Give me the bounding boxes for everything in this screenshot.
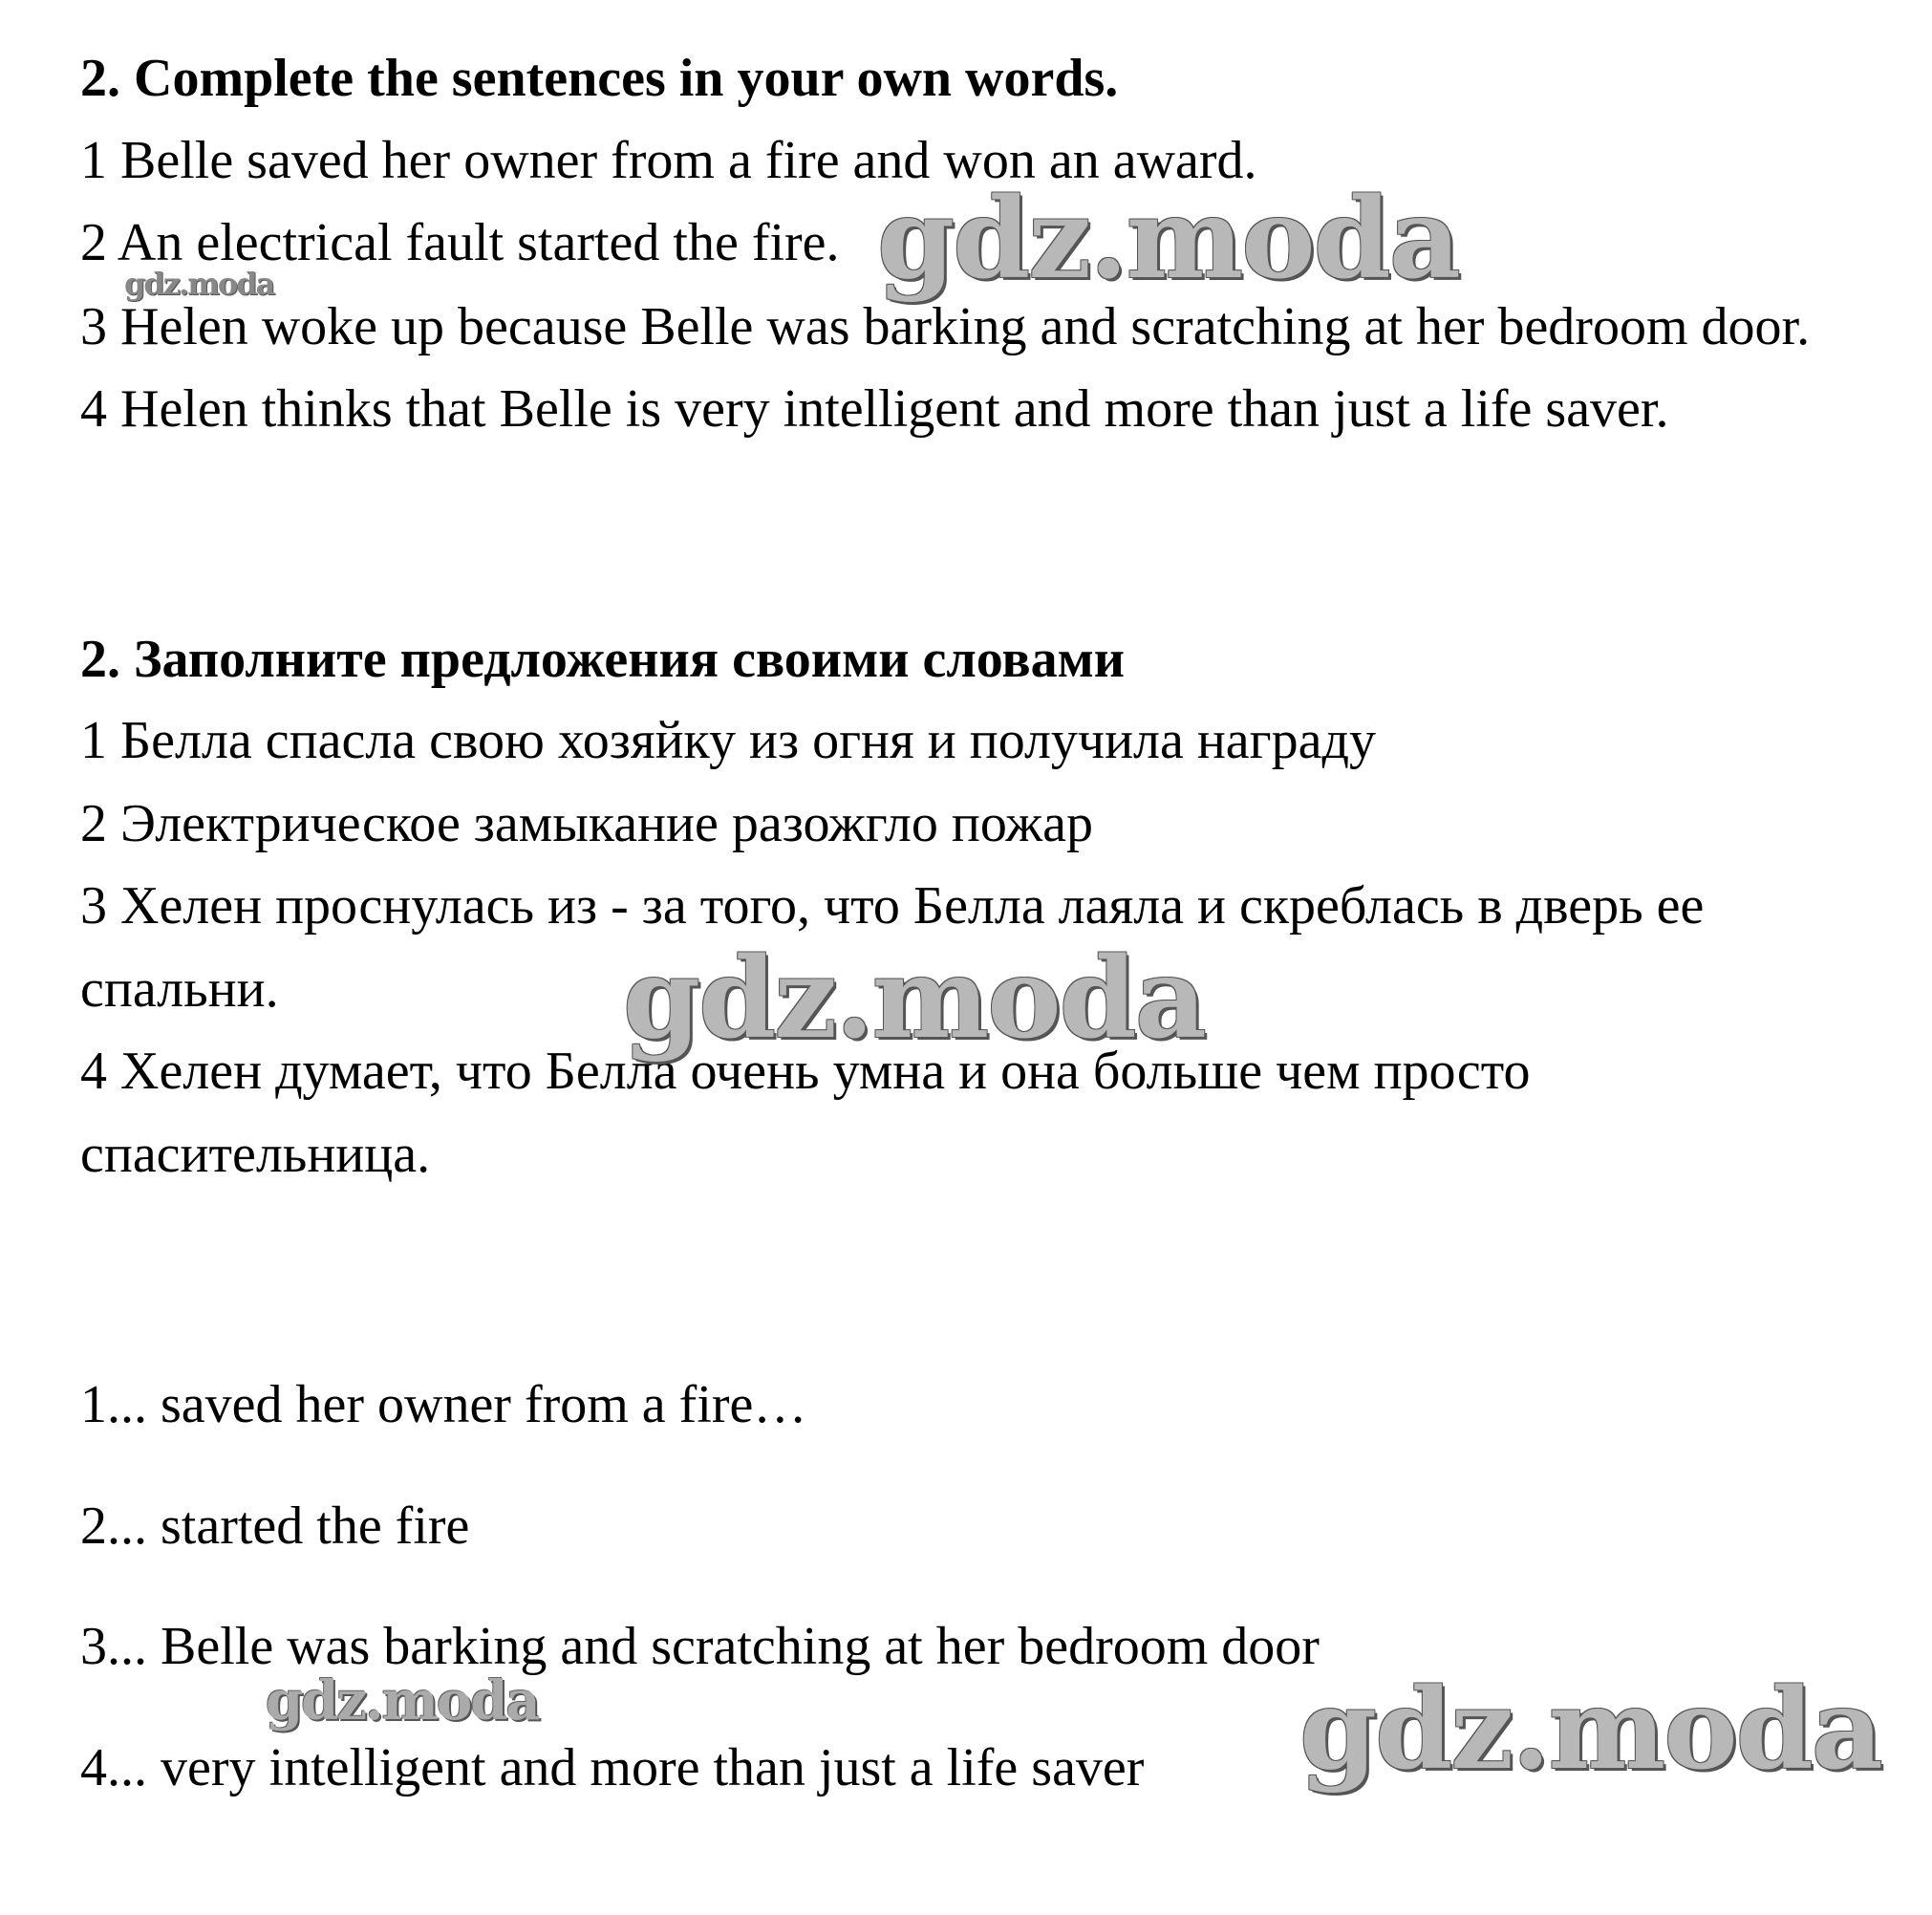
english-item-1: 1 Belle saved her owner from a fire and won an award. bbox=[80, 131, 1257, 190]
russian-item-3-continued: спальни. bbox=[80, 959, 279, 1019]
russian-item-3: 3 Хелен проснулась из - за того, что Белла лаяла и скреблась в дверь ее bbox=[80, 876, 1705, 936]
hint-item-3: 3... Belle was barking and scratching at her bedroom door bbox=[80, 1617, 1320, 1676]
russian-item-2: 2 Электрическое замыкание разожгло пожар bbox=[80, 794, 1093, 853]
russian-heading: 2. Заполните предложения своими словами bbox=[80, 630, 1126, 689]
english-heading: 2. Complete the sentences in your own words. bbox=[80, 49, 1119, 108]
watermark-logo: gdz.moda bbox=[877, 174, 1459, 304]
watermark-logo: gdz.moda bbox=[1299, 1665, 1881, 1795]
watermark-logo: gdz.moda bbox=[623, 934, 1205, 1064]
hint-item-1: 1... saved her owner from a fire… bbox=[80, 1375, 807, 1434]
russian-item-4: 4 Хелен думает, что Белла очень умна и она больше чем просто bbox=[80, 1042, 1531, 1101]
hint-item-4: 4... very intelligent and more than just a life saver bbox=[80, 1738, 1145, 1797]
watermark-logo: gdz.moda bbox=[266, 1669, 539, 1732]
english-item-4: 4 Helen thinks that Belle is very intelligent and more than just a life saver. bbox=[80, 379, 1669, 439]
russian-item-1: 1 Белла спасла свою хозяйку из огня и получила награду bbox=[80, 711, 1376, 770]
english-item-3: 3 Helen woke up because Belle was barking and scratching at her bedroom door. bbox=[80, 297, 1811, 356]
russian-item-4-continued: спасительница. bbox=[80, 1125, 431, 1184]
english-item-2: 2 An electrical fault started the fire. bbox=[80, 213, 840, 272]
watermark-logo: gdz.moda bbox=[124, 266, 274, 302]
hint-item-2: 2... started the fire bbox=[80, 1496, 470, 1556]
